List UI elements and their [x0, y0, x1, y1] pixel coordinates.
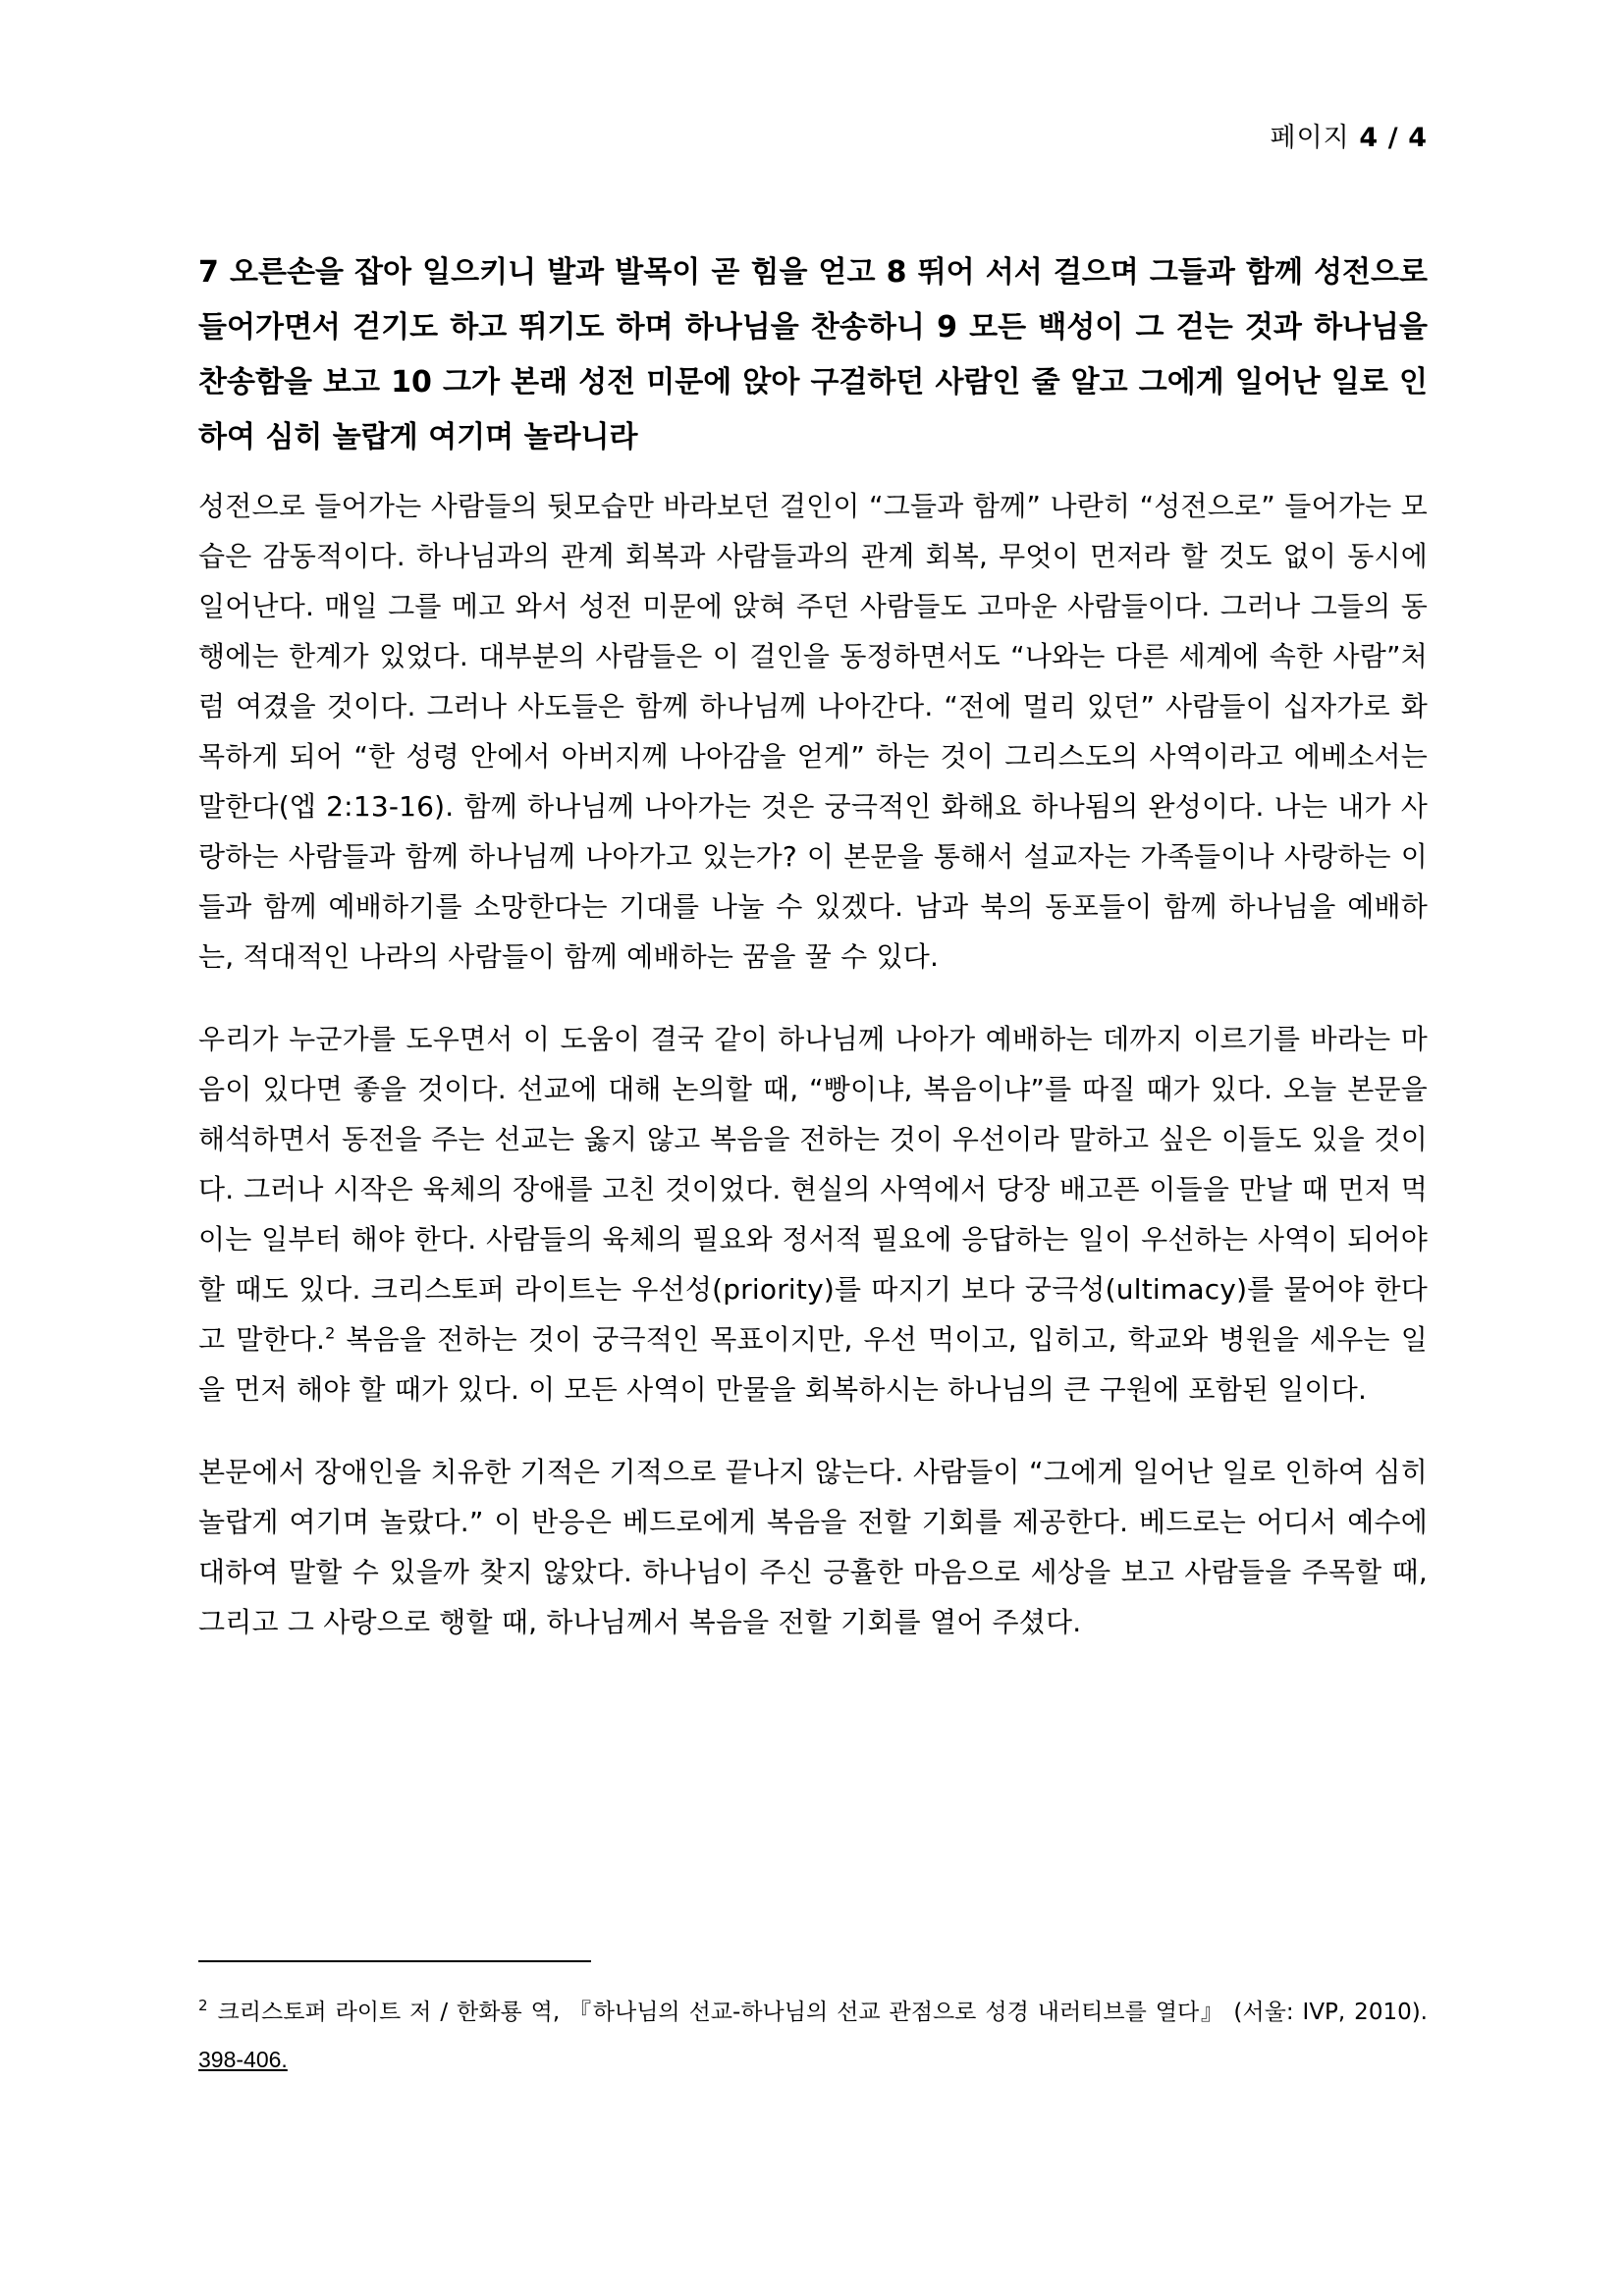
footnote-text: 크리스토퍼 라이트 저 / 한화룡 역, 『하나님의 선교-하나님의 선교 관점으로 성경 내러티브를 열다』 (서울: IVP, 2010). — [217, 2000, 1428, 2025]
total-pages: 4 — [1408, 123, 1428, 153]
footnote-reference[interactable]: 2 — [325, 1323, 336, 1343]
page-label: 페이지 — [1270, 123, 1350, 153]
paragraph-3: 본문에서 장애인을 치유한 기적은 기적으로 끝나지 않는다. 사람들이 “그에게 일어난 일로 인하여 심히 놀랍게 여기며 놀랐다.” 이 반응은 베드로에게 복음을 전할 기회를 제공한다. 베드로는 어디서 예수에 대하여 말할 수 있을까 찾지 않았다. 하나님이 주신 긍휼한 마음으로 세상을 보고 사람들을 주목할 때, 그리고 그 사랑으로 행할 때, 하나님께서 복음을 전할 기회를 열어 주셨다. — [198, 1456, 1428, 1638]
footnote-divider — [198, 1960, 591, 1962]
footnote-pages: 398-406. — [198, 2047, 288, 2072]
paragraph-2-part-a: 우리가 누군가를 도우면서 이 도움이 결국 같이 하나님께 나아가 예배하는 데까지 이르기를 바라는 마음이 있다면 좋을 것이다. 선교에 대해 논의할 때, “빵이냐, 복음이냐”를 따질 때가 있다. 오늘 본문을 해석하면서 동전을 주는 선교는 옳지 않고 복음을 전하는 것이 우선이라 말하고 싶은 이들도 있을 것이다. 그러나 시작은 육체의 장애를 고친 것이었다. 현실의 사역에서 당장 배고픈 이들을 만날 때 먼저 먹이는 일부터 해야 한다. 사람들의 육체의 필요와 정서적 필요에 응답하는 일이 우선하는 사역이 되어야 할 때도 있다. 크리스토퍼 라이트는 우선성(priority)를 따지기 보다 궁극성(ultimacy)를 물어야 한다고 말한다. — [198, 1023, 1428, 1356]
scripture-passage: 7 오른손을 잡아 일으키니 발과 발목이 곧 힘을 얻고 8 뛰어 서서 걸으며 그들과 함께 성전으로 들어가면서 걷기도 하고 뛰기도 하며 하나님을 찬송하니 9 모든 백성이 그 걷는 것과 하나님을 찬송함을 보고 10 그가 본래 성전 미문에 앉아 구걸하던 사람인 줄 알고 그에게 일어난 일로 인하여 심히 놀랍게 여기며 놀라니라 — [198, 255, 1428, 454]
page-separator: / — [1387, 123, 1399, 153]
paragraph-1: 성전으로 들어가는 사람들의 뒷모습만 바라보던 걸인이 “그들과 함께” 나란히 “성전으로” 들어가는 모습은 감동적이다. 하나님과의 관계 회복과 사람들과의 관계 회복, 무엇이 먼저라 할 것도 없이 동시에 일어난다. 매일 그를 메고 와서 성전 미문에 앉혀 주던 사람들도 고마운 사람들이다. 그러나 그들의 동행에는 한계가 있었다. 대부분의 사람들은 이 걸인을 동정하면서도 “나와는 다른 세계에 속한 사람”처럼 여겼을 것이다. 그러나 사도들은 함께 하나님께 나아간다. “전에 멀리 있던” 사람들이 십자가로 화목하게 되어 “한 성령 안에서 아버지께 나아감을 얻게” 하는 것이 그리스도의 사역이라고 에베소서는 말한다(엡 2:13-16). 함께 하나님께 나아가는 것은 궁극적인 화해요 하나됨의 완성이다. 나는 내가 사랑하는 사람들과 함께 하나님께 나아가고 있는가? 이 본문을 통해서 설교자는 가족들이나 사랑하는 이들과 함께 예배하기를 소망한다는 기대를 나눌 수 있겠다. 남과 북의 동포들이 함께 하나님을 예배하는, 적대적인 나라의 사람들이 함께 예배하는 꿈을 꿀 수 있다. — [198, 490, 1428, 973]
document-body — [198, 245, 1428, 1680]
footnote-mark: 2 — [198, 1997, 208, 2015]
paragraph-2 — [198, 1014, 1428, 1415]
page-number — [1271, 116, 1429, 154]
current-page: 4 — [1359, 123, 1380, 153]
footnote — [198, 1988, 1428, 2084]
paragraph-2-part-b: 복음을 전하는 것이 궁극적인 목표이지만, 우선 먹이고, 입히고, 학교와 병원을 세우는 일을 먼저 해야 할 때가 있다. 이 모든 사역이 만물을 회복하시는 하나님의 큰 구원에 포함된 일이다. — [198, 1323, 1428, 1406]
